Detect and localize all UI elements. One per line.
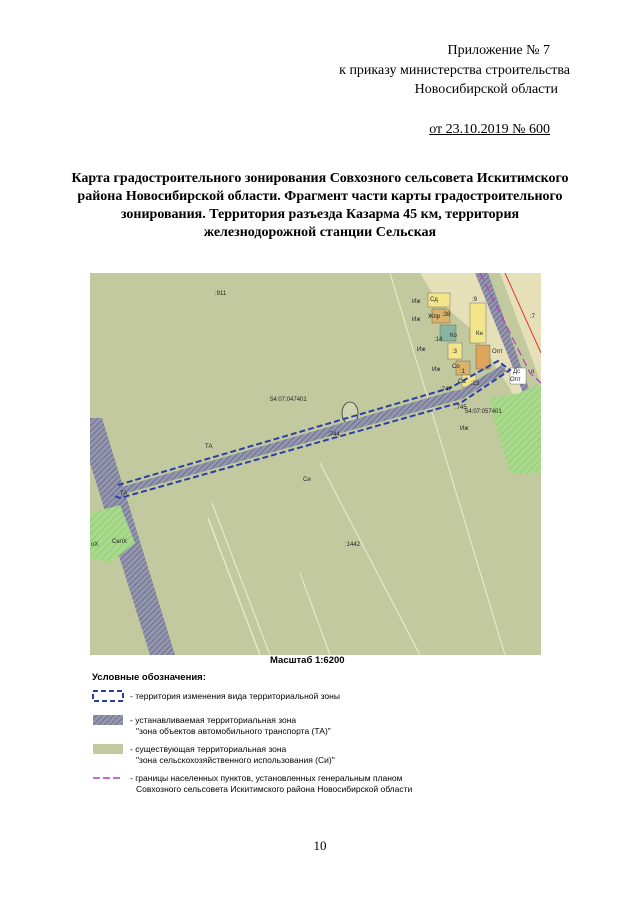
label-14: :14 <box>434 337 443 343</box>
label-ij-3: Иж <box>417 347 426 353</box>
legend-text: - границы населенных пунктов, установленных генеральным планом <box>130 773 403 783</box>
label-ko: Ко <box>450 333 457 339</box>
label-opt-2: Опт <box>510 377 521 383</box>
label-sd: Сд <box>430 297 438 303</box>
label-1442: :1442 <box>345 542 361 548</box>
label-ds: Дс <box>513 369 521 375</box>
legend-text: - существующая территориальная зона <box>130 744 287 754</box>
label-9: :9 <box>472 297 478 303</box>
legend-subtext: Совхозного сельсовета Искитимского района Новосибирской области <box>136 784 413 794</box>
legend-text: - устанавливаемая территориальная зона <box>130 715 297 725</box>
order-date: от 23.10.2019 № 600 <box>429 122 550 137</box>
label-o: о <box>531 369 535 375</box>
label-ij-2: Иж <box>412 317 421 323</box>
dashed-line-icon <box>92 772 124 784</box>
label-zhp: Жпр <box>428 314 441 320</box>
label-ox: оХ <box>91 542 99 548</box>
label-cadastral-1: 54:07:047401 <box>270 397 307 403</box>
filled-rect-icon <box>92 743 124 755</box>
dashed-rect-icon <box>92 690 124 702</box>
label-ca: Са <box>458 379 466 385</box>
legend-text: - территория изменения вида территориальной зоны <box>130 691 340 701</box>
label-ij-1: Иж <box>412 299 421 305</box>
label-si: Си <box>303 477 311 483</box>
document-title: Карта градостроительного зонирования Совхозного сельсовета Искитимского района Новосибирской области. Фрагмент части карты градостроительного зонирования. Территория разъезда Казарма 45 км, территория железнодорожной станции Сельская <box>71 171 569 240</box>
label-1: :1 <box>460 369 466 375</box>
label-cadastral-2: 54:07:057401 <box>465 409 502 415</box>
label-3: :3 <box>452 349 458 355</box>
appendix-number: Приложение № 7 <box>447 43 550 58</box>
label-744: :744 <box>328 432 340 438</box>
label-747: :747 <box>440 387 452 393</box>
label-opt-1: Опт <box>492 349 503 355</box>
hatched-rect-icon <box>92 714 124 726</box>
map-scale: Масштаб 1:6200 <box>270 655 345 666</box>
legend-subtext: "зона сельскохозяйственного использования (Си)" <box>136 755 335 765</box>
legend-title: Условные обозначения: <box>92 672 206 683</box>
label-ta-1: ТА <box>205 444 213 450</box>
legend-subtext: "зона объектов автомобильного транспорта (ТА)" <box>136 726 331 736</box>
region-name: Новосибирской области <box>414 82 558 97</box>
label-ta-2: ТА <box>120 491 128 497</box>
label-7: :7 <box>530 314 536 320</box>
label-23: :23 <box>471 381 480 387</box>
zoning-map <box>90 273 541 655</box>
label-ij-4: Иж <box>432 367 441 373</box>
order-reference: к приказу министерства строительства <box>339 63 570 78</box>
label-ij-5: Иж <box>460 426 469 432</box>
label-kn: Кн <box>476 331 483 337</box>
page-number: 10 <box>313 838 327 853</box>
label-38: :38 <box>442 312 451 318</box>
label-911: :911 <box>215 291 227 297</box>
label-selh: СелХ <box>112 539 127 545</box>
label-745: :745 <box>455 405 467 411</box>
label-co: Со <box>452 364 460 370</box>
